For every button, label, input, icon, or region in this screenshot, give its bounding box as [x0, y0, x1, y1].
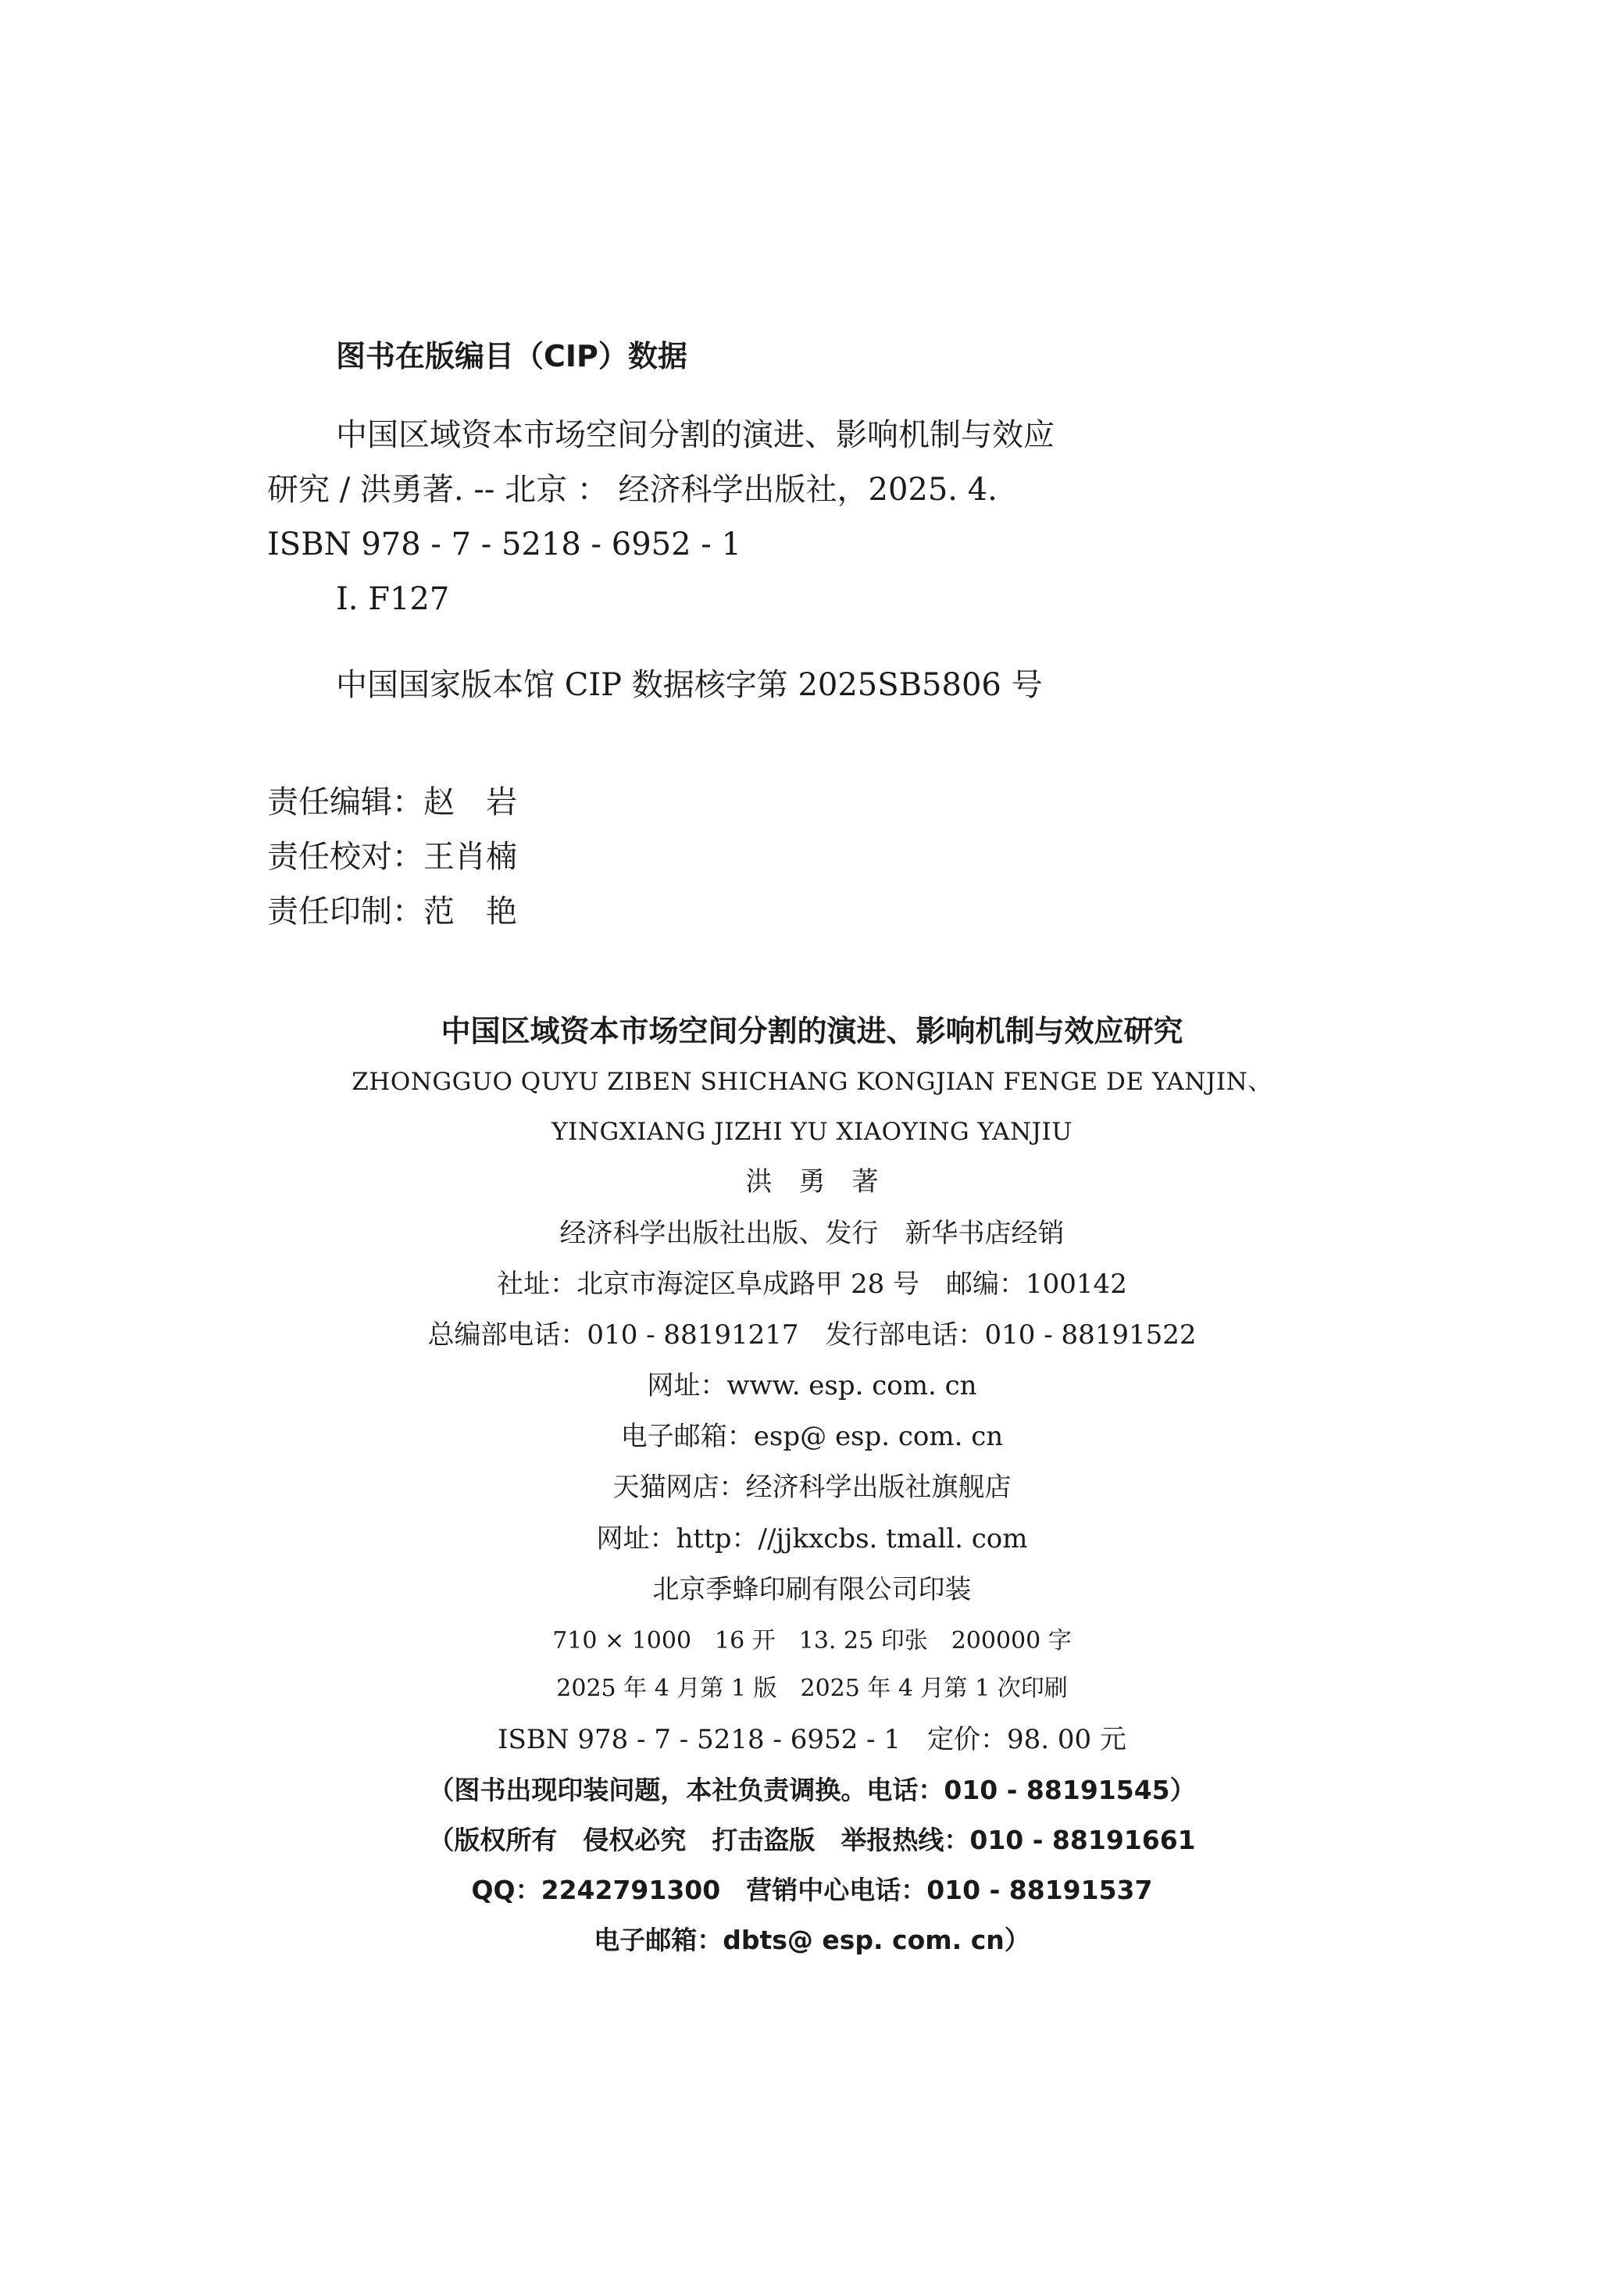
colophon-title: 中国区域资本市场空间分割的演进、影响机制与效应研究: [441, 1014, 1183, 1048]
colophon-author: 洪 勇 著: [745, 1166, 879, 1197]
cip-isbn: ISBN 978 - 7 - 5218 - 6952 - 1: [267, 526, 741, 562]
colophon-publisher: 经济科学出版社出版、发行 新华书店经销: [559, 1218, 1065, 1249]
colophon-printer: 北京季蜂印刷有限公司印装: [652, 1574, 972, 1605]
colophon-notice-1: （图书出现印装问题，本社负责调换。电话：010 - 88191545）: [428, 1775, 1196, 1805]
colophon-pinyin-line1: ZHONGGUO QUYU ZIBEN SHICHANG KONGJIAN FENGE DE YANJIN、: [352, 1068, 1272, 1096]
cip-entry-line1: 中国区域资本市场空间分割的演进、影响机制与效应: [336, 417, 1055, 453]
colophon-notice-2: （版权所有 侵权必究 打击盗版 举报热线：010 - 88191661: [428, 1825, 1196, 1855]
colophon-address: 社址：北京市海淀区阜成路甲 28 号 邮编：100142: [497, 1269, 1127, 1300]
colophon-pinyin-line2: YINGXIANG JIZHI YU XIAOYING YANJIU: [551, 1118, 1073, 1146]
colophon-notice-4: 电子邮箱：dbts@ esp. com. cn）: [594, 1925, 1030, 1955]
colophon-tmall-store: 天猫网店：经济科学出版社旗舰店: [612, 1472, 1012, 1503]
cip-heading: 图书在版编目（CIP）数据: [336, 339, 687, 373]
staff-role: 责任编辑：: [267, 784, 423, 820]
colophon-phones: 总编部电话：010 - 88191217 发行部电话：010 - 88191522: [427, 1319, 1197, 1351]
cip-entry-line2: 研究 / 洪勇著. -- 北京 ： 经济科学出版社，2025. 4.: [267, 472, 998, 508]
staff-name: 范 艳: [423, 894, 517, 930]
colophon-format: 710 × 1000 16 开 13. 25 印张 200000 字: [552, 1627, 1072, 1654]
staff-proofreader: [267, 841, 517, 873]
colophon-email: 电子邮箱：esp@ esp. com. cn: [620, 1421, 1004, 1452]
staff-name: 赵 岩: [423, 784, 517, 820]
cip-number: 中国国家版本馆 CIP 数据核字第 2025SB5806 号: [336, 667, 1043, 703]
staff-editor: [267, 784, 517, 820]
colophon-tmall-url: 网址：http：//jjkxcbs. tmall. com: [596, 1523, 1028, 1554]
staff-printing-supervisor: [267, 894, 517, 930]
colophon-edition: 2025 年 4 月第 1 版 2025 年 4 月第 1 次印刷: [556, 1675, 1068, 1702]
colophon-isbn-price: ISBN 978 - 7 - 5218 - 6952 - 1 定价：98. 00 元: [498, 1724, 1126, 1755]
staff-role: 责任印制：: [267, 894, 423, 930]
staff-role: 责任校对：: [267, 839, 423, 875]
cip-classification: Ⅰ. F127: [336, 581, 450, 617]
colophon-website: 网址：www. esp. com. cn: [647, 1370, 977, 1401]
colophon-notice-3: QQ：2242791300 营销中心电话：010 - 88191537: [471, 1875, 1153, 1905]
staff-name: 王肖楠: [423, 839, 517, 875]
